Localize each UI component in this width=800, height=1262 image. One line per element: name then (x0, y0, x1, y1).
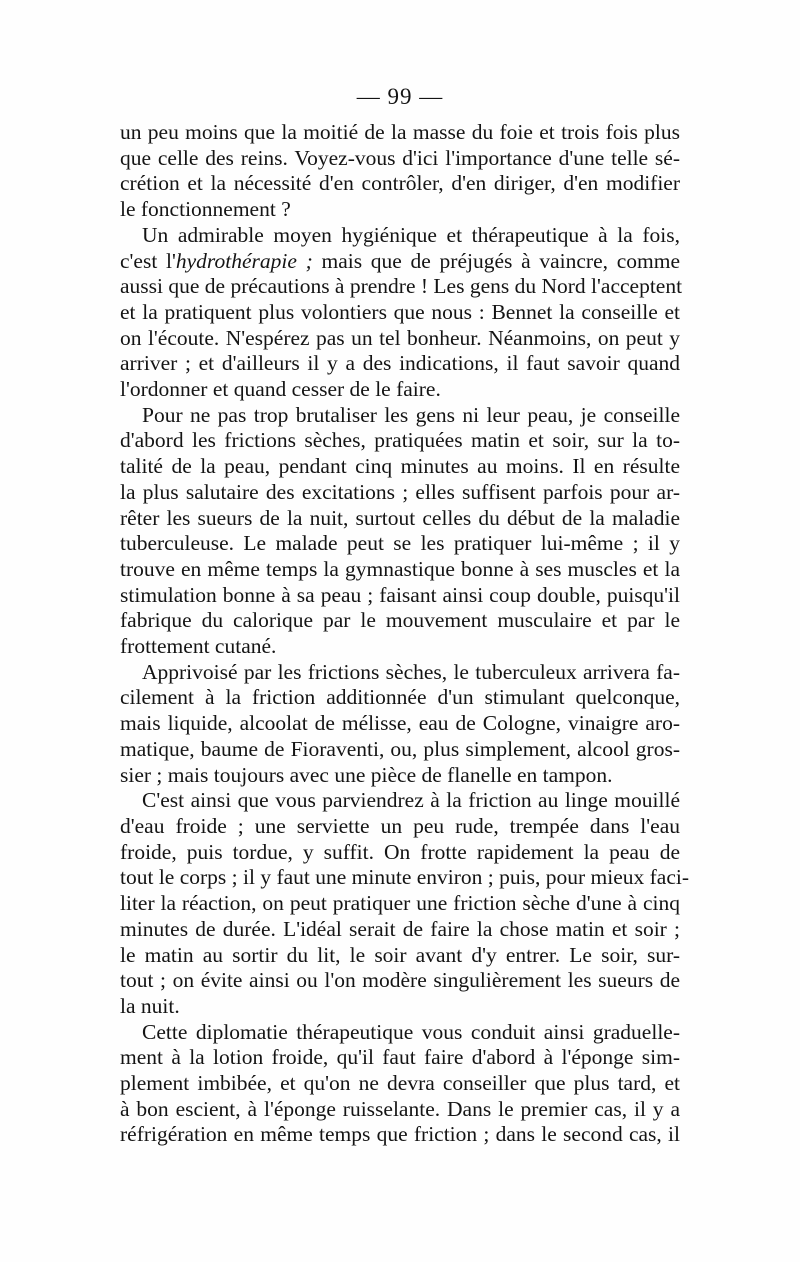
text-line: trouve en même temps la gymnastique bonne à ses muscles et la (120, 556, 680, 581)
paragraph-5 (120, 788, 690, 1019)
paragraph-3 (120, 403, 680, 660)
text-line: Apprivoisé par les frictions sèches, le tuberculeux arrivera fa- (142, 659, 680, 684)
text-line: mais liquide, alcoolat de mélisse, eau de Cologne, vinaigre aro- (120, 711, 680, 736)
text-line: rêter les sueurs de la nuit, surtout celles du début de la maladie (120, 505, 680, 530)
italic-term: hydrothérapie ; (175, 248, 313, 273)
text-line: le matin au sortir du lit, le soir avant d'y entrer. Le soir, sur- (120, 942, 680, 967)
text-line: fabrique du calorique par le mouvement musculaire et par le (120, 608, 680, 633)
page-number: — 99 — (356, 84, 444, 109)
text-line: frottement cutané. (120, 634, 277, 659)
text-line: d'eau froide ; une serviette un peu rude, trempée dans l'eau (120, 813, 680, 838)
text-line: crétion et la nécessité d'en contrôler, d'en diriger, d'en modifier (120, 171, 680, 196)
text-line: l'ordonner et quand cesser de le faire. (120, 377, 441, 402)
text-line: un peu moins que la moitié de la masse du foie et trois fois plus (120, 120, 680, 144)
text-fragment: mais que de préjugés à vaincre, comme (312, 248, 680, 273)
text-line: talité de la peau, pendant cinq minutes au moins. Il en résulte (120, 454, 680, 479)
text-line: matique, baume de Fioraventi, ou, plus simplement, alcool gros- (120, 736, 680, 761)
text-line: Un admirable moyen hygiénique et thérapeutique à la fois, (142, 222, 680, 247)
text-line: plement imbibée, et qu'on ne devra conseiller que plus tard, et (120, 1071, 680, 1096)
text-line: sier ; mais toujours avec une pièce de flanelle en tampon. (120, 762, 613, 787)
text-line: d'abord les frictions sèches, pratiquées matin et soir, sur la to- (120, 428, 680, 453)
text-line: aussi que de précautions à prendre ! Les gens du Nord l'acceptent (120, 274, 683, 299)
text-line: tuberculeuse. Le malade peut se les pratiquer lui-même ; il y (120, 531, 680, 556)
text-line: froide, puis tordue, y suffit. On frotte rapidement la peau de (120, 839, 680, 864)
text-line: que celle des reins. Voyez-vous d'ici l'importance d'une telle sé- (120, 145, 680, 170)
text-line: ment à la lotion froide, qu'il faut faire d'abord à l'éponge sim- (120, 1045, 680, 1070)
text-line: arriver ; et d'ailleurs il y a des indications, il faut savoir quand (120, 351, 680, 376)
paragraph-2 (120, 222, 683, 403)
text-line: cilement à la friction additionnée d'un stimulant quelconque, (120, 685, 680, 710)
paragraph-4 (120, 660, 680, 789)
text-line: Pour ne pas trop brutaliser les gens ni leur peau, je conseille (142, 402, 680, 427)
text-line: stimulation bonne à sa peau ; faisant ainsi coup double, puisqu'il (120, 582, 680, 607)
text-line: à bon escient, à l'éponge ruisselante. Dans le premier cas, il y a (120, 1096, 680, 1121)
text-line: on l'écoute. N'espérez pas un tel bonheur. Néanmoins, on peut y (120, 325, 680, 350)
text-line: tout le corps ; il y faut une minute environ ; puis, pour mieux faci- (120, 865, 690, 890)
text-line (120, 249, 680, 275)
text-line: et la pratiquent plus volontiers que nous : Bennet la conseille et (120, 299, 680, 324)
paragraph-1 (120, 120, 680, 223)
body-text (120, 120, 690, 1148)
text-line: réfrigération en même temps que friction ; dans le second cas, il (120, 1122, 680, 1147)
text-line: Cette diplomatie thérapeutique vous conduit ainsi graduelle- (142, 1019, 680, 1044)
text-line: le fonctionnement ? (120, 197, 291, 222)
text-line: la plus salutaire des excitations ; elles suffisent parfois pour ar- (120, 479, 680, 504)
text-line: tout ; on évite ainsi ou l'on modère singulièrement les sueurs de (120, 968, 680, 993)
text-line: la nuit. (120, 993, 180, 1018)
paragraph-6 (120, 1020, 680, 1149)
text-line: C'est ainsi que vous parviendrez à la friction au linge mouillé (142, 788, 680, 813)
text-fragment: c'est l' (120, 248, 176, 273)
text-line: liter la réaction, on peut pratiquer une friction sèche d'une à cinq (120, 891, 680, 916)
text-line: minutes de durée. L'idéal serait de faire la chose matin et soir ; (120, 916, 680, 941)
